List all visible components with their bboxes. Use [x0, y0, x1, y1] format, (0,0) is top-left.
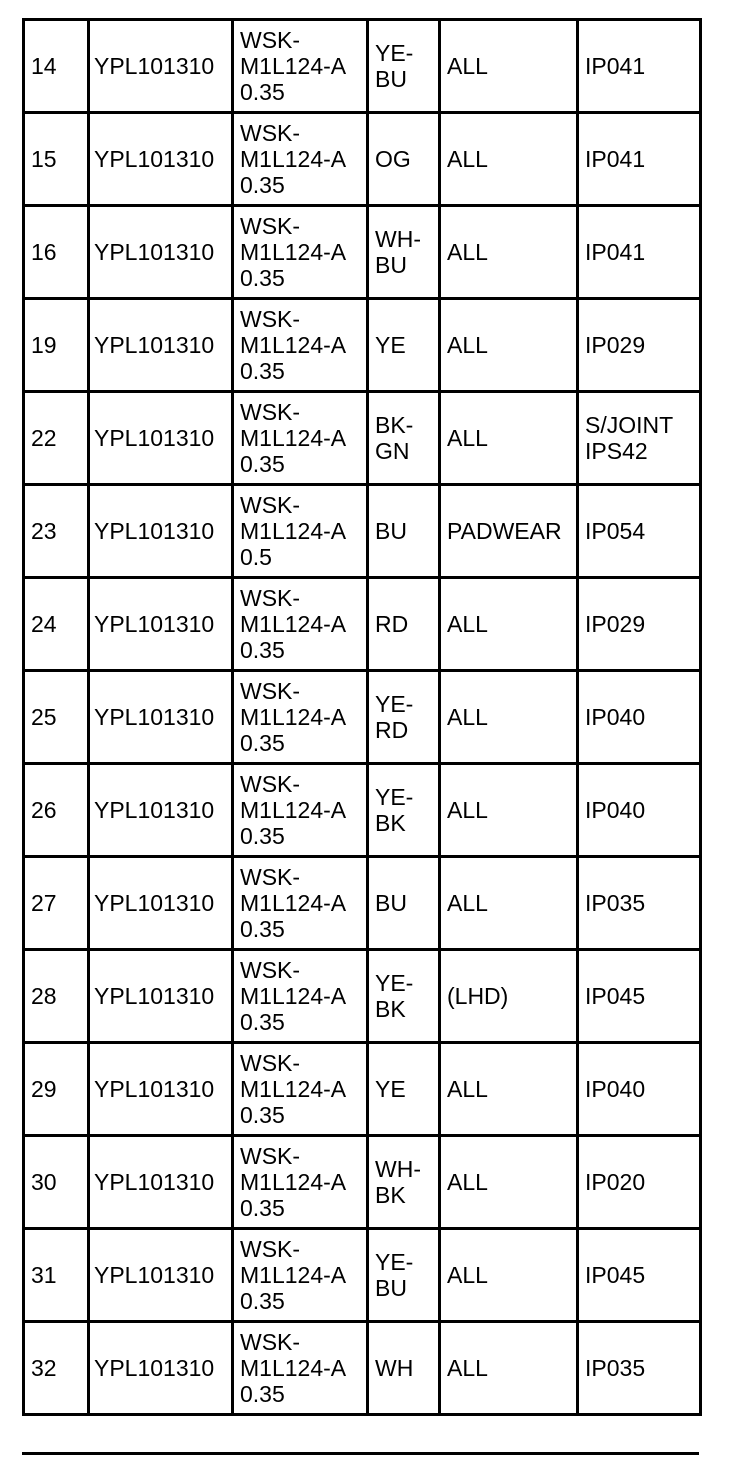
pin-cell: 22: [24, 392, 89, 485]
wire-spec-cell: WSK- M1L124-A 0.35: [233, 1322, 368, 1415]
pin-cell: 15: [24, 113, 89, 206]
wire-spec-cell: WSK- M1L124-A 0.35: [233, 671, 368, 764]
table-row: [24, 299, 701, 392]
table-row: [24, 578, 701, 671]
wire-color-cell: BK- GN: [368, 392, 440, 485]
wire-color-cell: BU: [368, 857, 440, 950]
connector-cell: YPL101310: [89, 206, 233, 299]
wire-color-cell: RD: [368, 578, 440, 671]
pin-cell: 31: [24, 1229, 89, 1322]
connector-cell: YPL101310: [89, 392, 233, 485]
table-row: [24, 392, 701, 485]
pin-cell: 29: [24, 1043, 89, 1136]
pin-cell: 25: [24, 671, 89, 764]
table-row: [24, 950, 701, 1043]
wire-spec-cell: WSK- M1L124-A 0.35: [233, 206, 368, 299]
connector-cell: YPL101310: [89, 950, 233, 1043]
destination-cell: IP035: [578, 857, 701, 950]
wire-spec-cell: WSK- M1L124-A 0.35: [233, 299, 368, 392]
bottom-rule: [22, 1452, 699, 1455]
table-row: [24, 206, 701, 299]
pin-cell: 30: [24, 1136, 89, 1229]
destination-cell: IP041: [578, 20, 701, 113]
connector-cell: YPL101310: [89, 1136, 233, 1229]
option-cell: ALL: [440, 1043, 578, 1136]
destination-cell: IP040: [578, 1043, 701, 1136]
wire-spec-cell: WSK- M1L124-A 0.35: [233, 1043, 368, 1136]
table-row: [24, 113, 701, 206]
connector-cell: YPL101310: [89, 671, 233, 764]
wire-spec-cell: WSK- M1L124-A 0.35: [233, 857, 368, 950]
option-cell: (LHD): [440, 950, 578, 1043]
wire-color-cell: YE: [368, 299, 440, 392]
destination-cell: IP045: [578, 950, 701, 1043]
pin-cell: 24: [24, 578, 89, 671]
connector-cell: YPL101310: [89, 1043, 233, 1136]
destination-cell: IP040: [578, 764, 701, 857]
wire-spec-cell: WSK- M1L124-A 0.35: [233, 950, 368, 1043]
pin-cell: 19: [24, 299, 89, 392]
wire-color-cell: BU: [368, 485, 440, 578]
option-cell: ALL: [440, 20, 578, 113]
pin-cell: 28: [24, 950, 89, 1043]
wire-spec-cell: WSK- M1L124-A 0.35: [233, 20, 368, 113]
destination-cell: S/JOINT IPS42: [578, 392, 701, 485]
pin-cell: 32: [24, 1322, 89, 1415]
option-cell: ALL: [440, 578, 578, 671]
pin-cell: 27: [24, 857, 89, 950]
wire-color-cell: OG: [368, 113, 440, 206]
wire-color-cell: YE- BK: [368, 950, 440, 1043]
connector-cell: YPL101310: [89, 485, 233, 578]
wire-color-cell: YE- BU: [368, 20, 440, 113]
option-cell: ALL: [440, 671, 578, 764]
option-cell: PADWEAR: [440, 485, 578, 578]
pin-cell: 23: [24, 485, 89, 578]
wire-spec-cell: WSK- M1L124-A 0.5: [233, 485, 368, 578]
destination-cell: IP029: [578, 299, 701, 392]
wiring-table-page: [22, 18, 700, 1416]
wire-color-cell: YE- RD: [368, 671, 440, 764]
option-cell: ALL: [440, 299, 578, 392]
option-cell: ALL: [440, 1229, 578, 1322]
table-row: [24, 1322, 701, 1415]
connector-cell: YPL101310: [89, 578, 233, 671]
destination-cell: IP020: [578, 1136, 701, 1229]
option-cell: ALL: [440, 206, 578, 299]
table-row: [24, 20, 701, 113]
wire-color-cell: YE- BU: [368, 1229, 440, 1322]
destination-cell: IP029: [578, 578, 701, 671]
option-cell: ALL: [440, 764, 578, 857]
connector-cell: YPL101310: [89, 299, 233, 392]
table-row: [24, 764, 701, 857]
connector-cell: YPL101310: [89, 20, 233, 113]
wiring-table-body: [24, 20, 701, 1415]
wire-color-cell: YE- BK: [368, 764, 440, 857]
wire-spec-cell: WSK- M1L124-A 0.35: [233, 1136, 368, 1229]
wire-spec-cell: WSK- M1L124-A 0.35: [233, 113, 368, 206]
wire-color-cell: WH- BU: [368, 206, 440, 299]
connector-cell: YPL101310: [89, 1229, 233, 1322]
table-row: [24, 857, 701, 950]
destination-cell: IP054: [578, 485, 701, 578]
destination-cell: IP041: [578, 113, 701, 206]
wire-color-cell: WH- BK: [368, 1136, 440, 1229]
wire-spec-cell: WSK- M1L124-A 0.35: [233, 392, 368, 485]
destination-cell: IP045: [578, 1229, 701, 1322]
pin-cell: 14: [24, 20, 89, 113]
connector-cell: YPL101310: [89, 764, 233, 857]
option-cell: ALL: [440, 1136, 578, 1229]
connector-cell: YPL101310: [89, 857, 233, 950]
pin-cell: 16: [24, 206, 89, 299]
table-row: [24, 671, 701, 764]
destination-cell: IP040: [578, 671, 701, 764]
option-cell: ALL: [440, 1322, 578, 1415]
wire-spec-cell: WSK- M1L124-A 0.35: [233, 764, 368, 857]
destination-cell: IP035: [578, 1322, 701, 1415]
wire-spec-cell: WSK- M1L124-A 0.35: [233, 1229, 368, 1322]
wire-color-cell: YE: [368, 1043, 440, 1136]
option-cell: ALL: [440, 857, 578, 950]
table-row: [24, 1229, 701, 1322]
wire-color-cell: WH: [368, 1322, 440, 1415]
table-row: [24, 1136, 701, 1229]
option-cell: ALL: [440, 113, 578, 206]
pin-cell: 26: [24, 764, 89, 857]
destination-cell: IP041: [578, 206, 701, 299]
option-cell: ALL: [440, 392, 578, 485]
table-row: [24, 1043, 701, 1136]
wiring-table: [22, 18, 702, 1416]
wire-spec-cell: WSK- M1L124-A 0.35: [233, 578, 368, 671]
connector-cell: YPL101310: [89, 113, 233, 206]
table-row: [24, 485, 701, 578]
connector-cell: YPL101310: [89, 1322, 233, 1415]
